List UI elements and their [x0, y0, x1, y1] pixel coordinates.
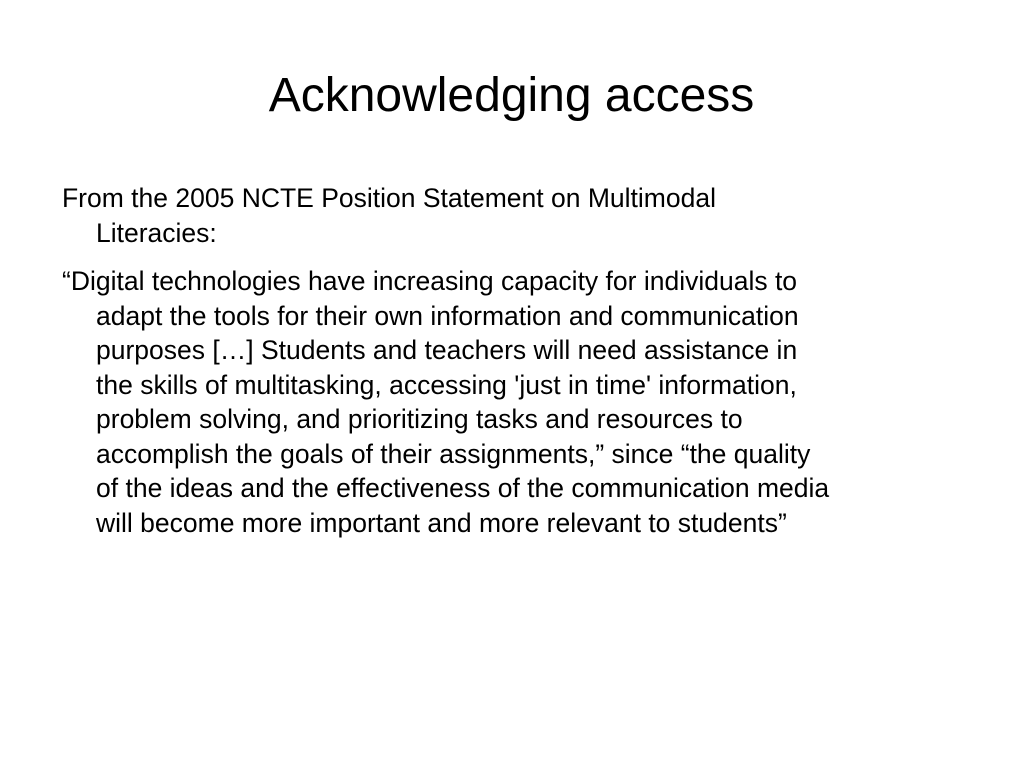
source-citation-paragraph: From the 2005 NCTE Position Statement on Multimodal Literacies:	[62, 183, 716, 248]
slide-title: Acknowledging access	[268, 69, 755, 122]
quote-paragraph: “Digital technologies have increasing capacity for individuals to adapt the tools for their own information and communication purposes […] Students and teachers will need assistance in the skills of multitasking, accessing 'just in time' information, problem solving, and prioritizing tasks and resources to accomplish the goals of their assignments,” since “the quality of the ideas and the effectiveness of the communication media will become more important and more relevant to students”	[62, 266, 830, 538]
slide-body	[62, 181, 962, 554]
